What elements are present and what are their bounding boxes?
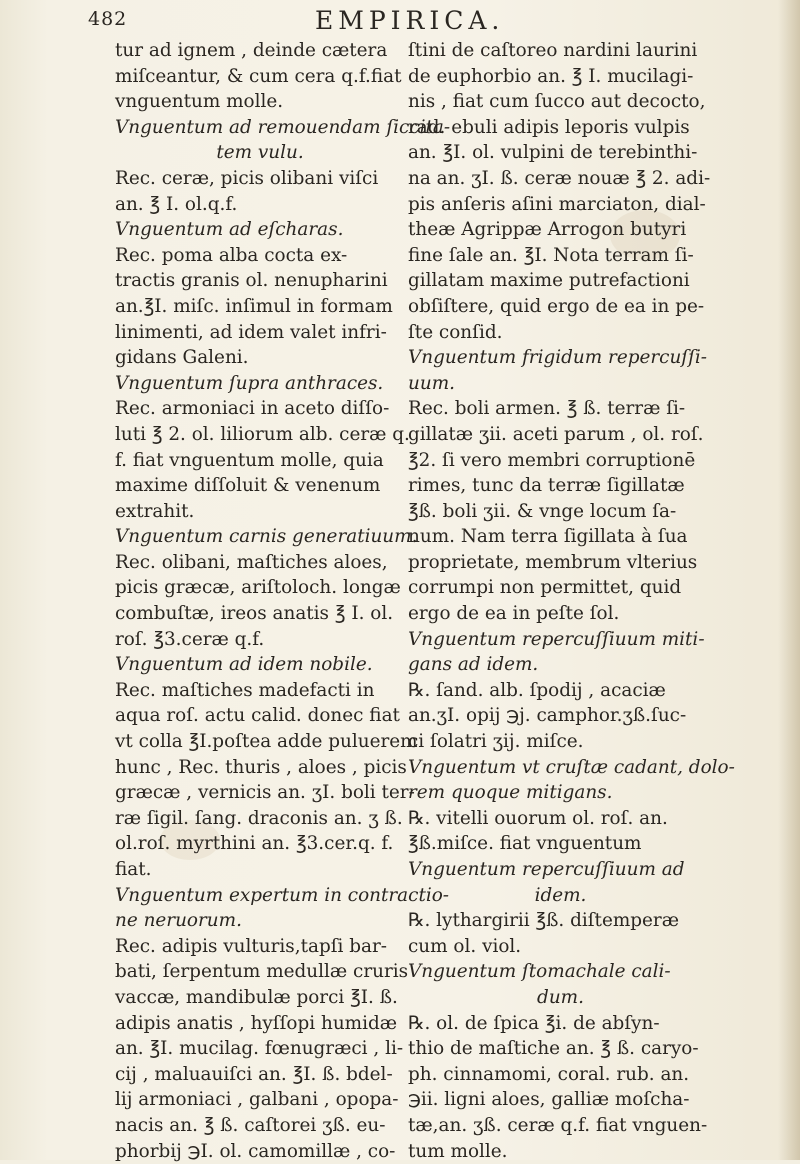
text-line: græcæ , vernicis an. ʒI. boli ter- [115, 782, 415, 804]
text-line: fine ſale an. ℥I. Nota terram ſi- [408, 244, 694, 266]
text-line: Rec. maſtiches madefacti in [115, 679, 375, 701]
text-line: gillatæ ʒii. aceti parum , ol. roſ. [408, 423, 704, 445]
text-line: Rec. poma alba cocta ex- [115, 244, 348, 266]
recipe-heading: Vnguentum carnis generatiuum. [115, 526, 418, 548]
text-line: ℞. vitelli ouorum ol. roſ. an. [408, 807, 668, 829]
text-line: Rec. boli armen. ℥ ß. terræ ſi- [408, 398, 686, 420]
text-line: obſiſtere, quid ergo de ea in pe- [408, 295, 705, 317]
text-line: vaccæ, mandibulæ porci ℥I. ß. [115, 986, 398, 1008]
text-line: extrahit. [115, 500, 195, 522]
recipe-heading: Vnguentum ſupra anthraces. [115, 372, 384, 394]
page-number: 482 [88, 8, 128, 30]
text-line: roſ. ℥3.ceræ q.f. [115, 628, 265, 650]
text-line: ℥ß. boli ʒii. & vnge locum ſa- [408, 500, 677, 522]
text-line: an. ℥I. mucilag. fœnugræci , li- [115, 1038, 404, 1060]
text-line: ſte conſid. [408, 321, 503, 343]
text-line: ℞. ſand. alb. ſpodij , acaciæ [408, 679, 666, 701]
recipe-heading: Vnguentum repercuſſiuum miti- [408, 628, 705, 650]
text-line: proprietate, membrum vlterius [408, 551, 698, 573]
text-line: thio de maſtiche an. ℥ ß. caryo- [408, 1038, 699, 1060]
text-line: ci ſolatri ʒij. miſce. [408, 731, 584, 753]
running-title: EMPIRICA. [315, 6, 505, 35]
text-line: miſceantur, & cum cera q.f.fiat [115, 65, 402, 87]
recipe-heading: tem vulu. [216, 142, 304, 164]
text-line: an.ʒI. opij ℈j. camphor.ʒß.ſuc- [408, 705, 687, 727]
text-line: vnguentum molle. [115, 91, 284, 113]
text-line: cum ol. viol. [408, 935, 522, 957]
text-line: combuſtæ, ireos anatis ℥ I. ol. [115, 603, 394, 625]
recipe-heading: Vnguentum ſtomachale cali- [408, 961, 671, 983]
text-line: Rec. ceræ, picis olibani viſci [115, 167, 379, 189]
text-line: adipis anatis , hyſſopi humidæ [115, 1012, 398, 1034]
right-text-column [408, 38, 735, 1164]
text-line: tæ,an. ʒß. ceræ q.f. fiat vnguen- [408, 1114, 708, 1136]
text-line: fiat. [115, 859, 152, 880]
recipe-heading: Vnguentum frigidum repercuſſi- [408, 347, 708, 369]
text-line: vt colla ℥I.poſtea adde puluerem [115, 731, 418, 753]
text-line: cij , maluauiſci an. ℥I. ß. bdel- [115, 1063, 393, 1085]
text-line: gidans Galeni. [115, 347, 249, 369]
text-line: num. Nam terra ſigillata à ſua [408, 526, 688, 548]
text-line: de euphorbio an. ℥ I. mucilagi- [408, 65, 694, 87]
text-line: picis græcæ, ariſtoloch. longæ [115, 577, 401, 599]
text-line: ℥2. ſi vero membri corruptionē [408, 449, 696, 471]
text-line: luti ℥ 2. ol. liliorum alb. ceræ q. [115, 423, 410, 445]
text-line: bati, ſerpentum medullæ cruris [115, 961, 409, 983]
text-line: aqua roſ. actu calid. donec fiat [115, 705, 400, 727]
text-line: maxime diſſoluit & venenum [115, 475, 381, 497]
recipe-heading: dum. [537, 986, 584, 1008]
text-line: ergo de ea in peſte ſol. [408, 603, 620, 625]
text-line: gillatam maxime putrefactioni [408, 270, 690, 292]
left-text-column [115, 38, 451, 1164]
text-line: rimes, tunc da terræ ſigillatæ [408, 475, 685, 497]
recipe-heading: Vnguentum ad remouendam ſiccita- [115, 116, 451, 138]
text-line: ol.roſ. myrthini an. ℥3.cer.q. f. [115, 833, 394, 855]
recipe-heading: Vnguentum repercuſſiuum ad [408, 859, 685, 880]
text-line: nis , fiat cum ſucco aut decocto, [408, 91, 706, 113]
recipe-heading: idem. [534, 884, 587, 906]
text-line: ℈ii. ligni aloes, galliæ moſcha- [408, 1089, 690, 1111]
text-line: lij armoniaci , galbani , opopa- [115, 1089, 399, 1111]
recipe-heading: Vnguentum ad eſcharas. [115, 219, 344, 241]
text-line: theæ Agrippæ Arrogon butyri [408, 219, 687, 241]
text-line: ph. cinnamomi, coral. rub. an. [408, 1063, 690, 1085]
text-line: Rec. adipis vulturis,tapſi bar- [115, 935, 387, 957]
page-header [0, 8, 800, 38]
text-line: Rec. olibani, maſtiches aloes, [115, 551, 388, 573]
text-line: tractis granis ol. nenupharini [115, 270, 388, 292]
text-line: an. ℥I. ol. vulpini de terebinthi- [408, 142, 698, 164]
text-line: f. fiat vnguentum molle, quia [115, 449, 384, 471]
text-line: ræ ſigil. ſang. draconis an. ʒ ß. [115, 807, 403, 829]
recipe-heading: Vnguentum expertum in contractio- [115, 884, 450, 906]
text-line: an. ℥ I. ol.q.f. [115, 193, 238, 215]
text-line: ℞. ol. de ſpica ℥i. de abſyn- [408, 1012, 660, 1034]
text-line: pis anſeris aſini marciaton, dial- [408, 193, 706, 215]
text-line: corrumpi non permittet, quid [408, 577, 682, 599]
recipe-heading: ne neruorum. [115, 910, 242, 932]
text-line: nacis an. ℥ ß. caſtorei ʒß. eu- [115, 1114, 386, 1136]
text-line: rad. ebuli adipis leporis vulpis [408, 116, 690, 138]
recipe-heading: rem quoque mitigans. [408, 782, 613, 804]
text-line: ſtini de caſtoreo nardini laurini [408, 40, 698, 61]
recipe-heading: Vnguentum ad idem nobile. [115, 654, 373, 676]
text-line: phorbij ℈I. ol. camomillæ , co- [115, 1140, 396, 1162]
recipe-heading: gans ad idem. [408, 654, 539, 676]
text-line: Rec. armoniaci in aceto diſſo- [115, 398, 390, 420]
recipe-heading: uum. [408, 372, 455, 394]
text-line: tum molle. [408, 1140, 508, 1162]
text-line: ℥ß.miſce. fiat vnguentum [408, 833, 642, 855]
text-line: na an. ʒI. ß. ceræ nouæ ℥ 2. adi- [408, 167, 711, 189]
text-line: linimenti, ad idem valet infri- [115, 321, 387, 343]
page-edge-shadow [778, 0, 800, 1160]
text-line: hunc , Rec. thuris , aloes , picis [115, 756, 407, 778]
recipe-heading: Vnguentum vt cruſtæ cadant, dolo- [408, 756, 735, 778]
text-line: tur ad ignem , deinde cætera [115, 40, 388, 61]
text-line: an.℥I. miſc. inſimul in formam [115, 295, 393, 317]
text-line: ℞. lythargirii ℥ß. diſtemperæ [408, 910, 680, 932]
